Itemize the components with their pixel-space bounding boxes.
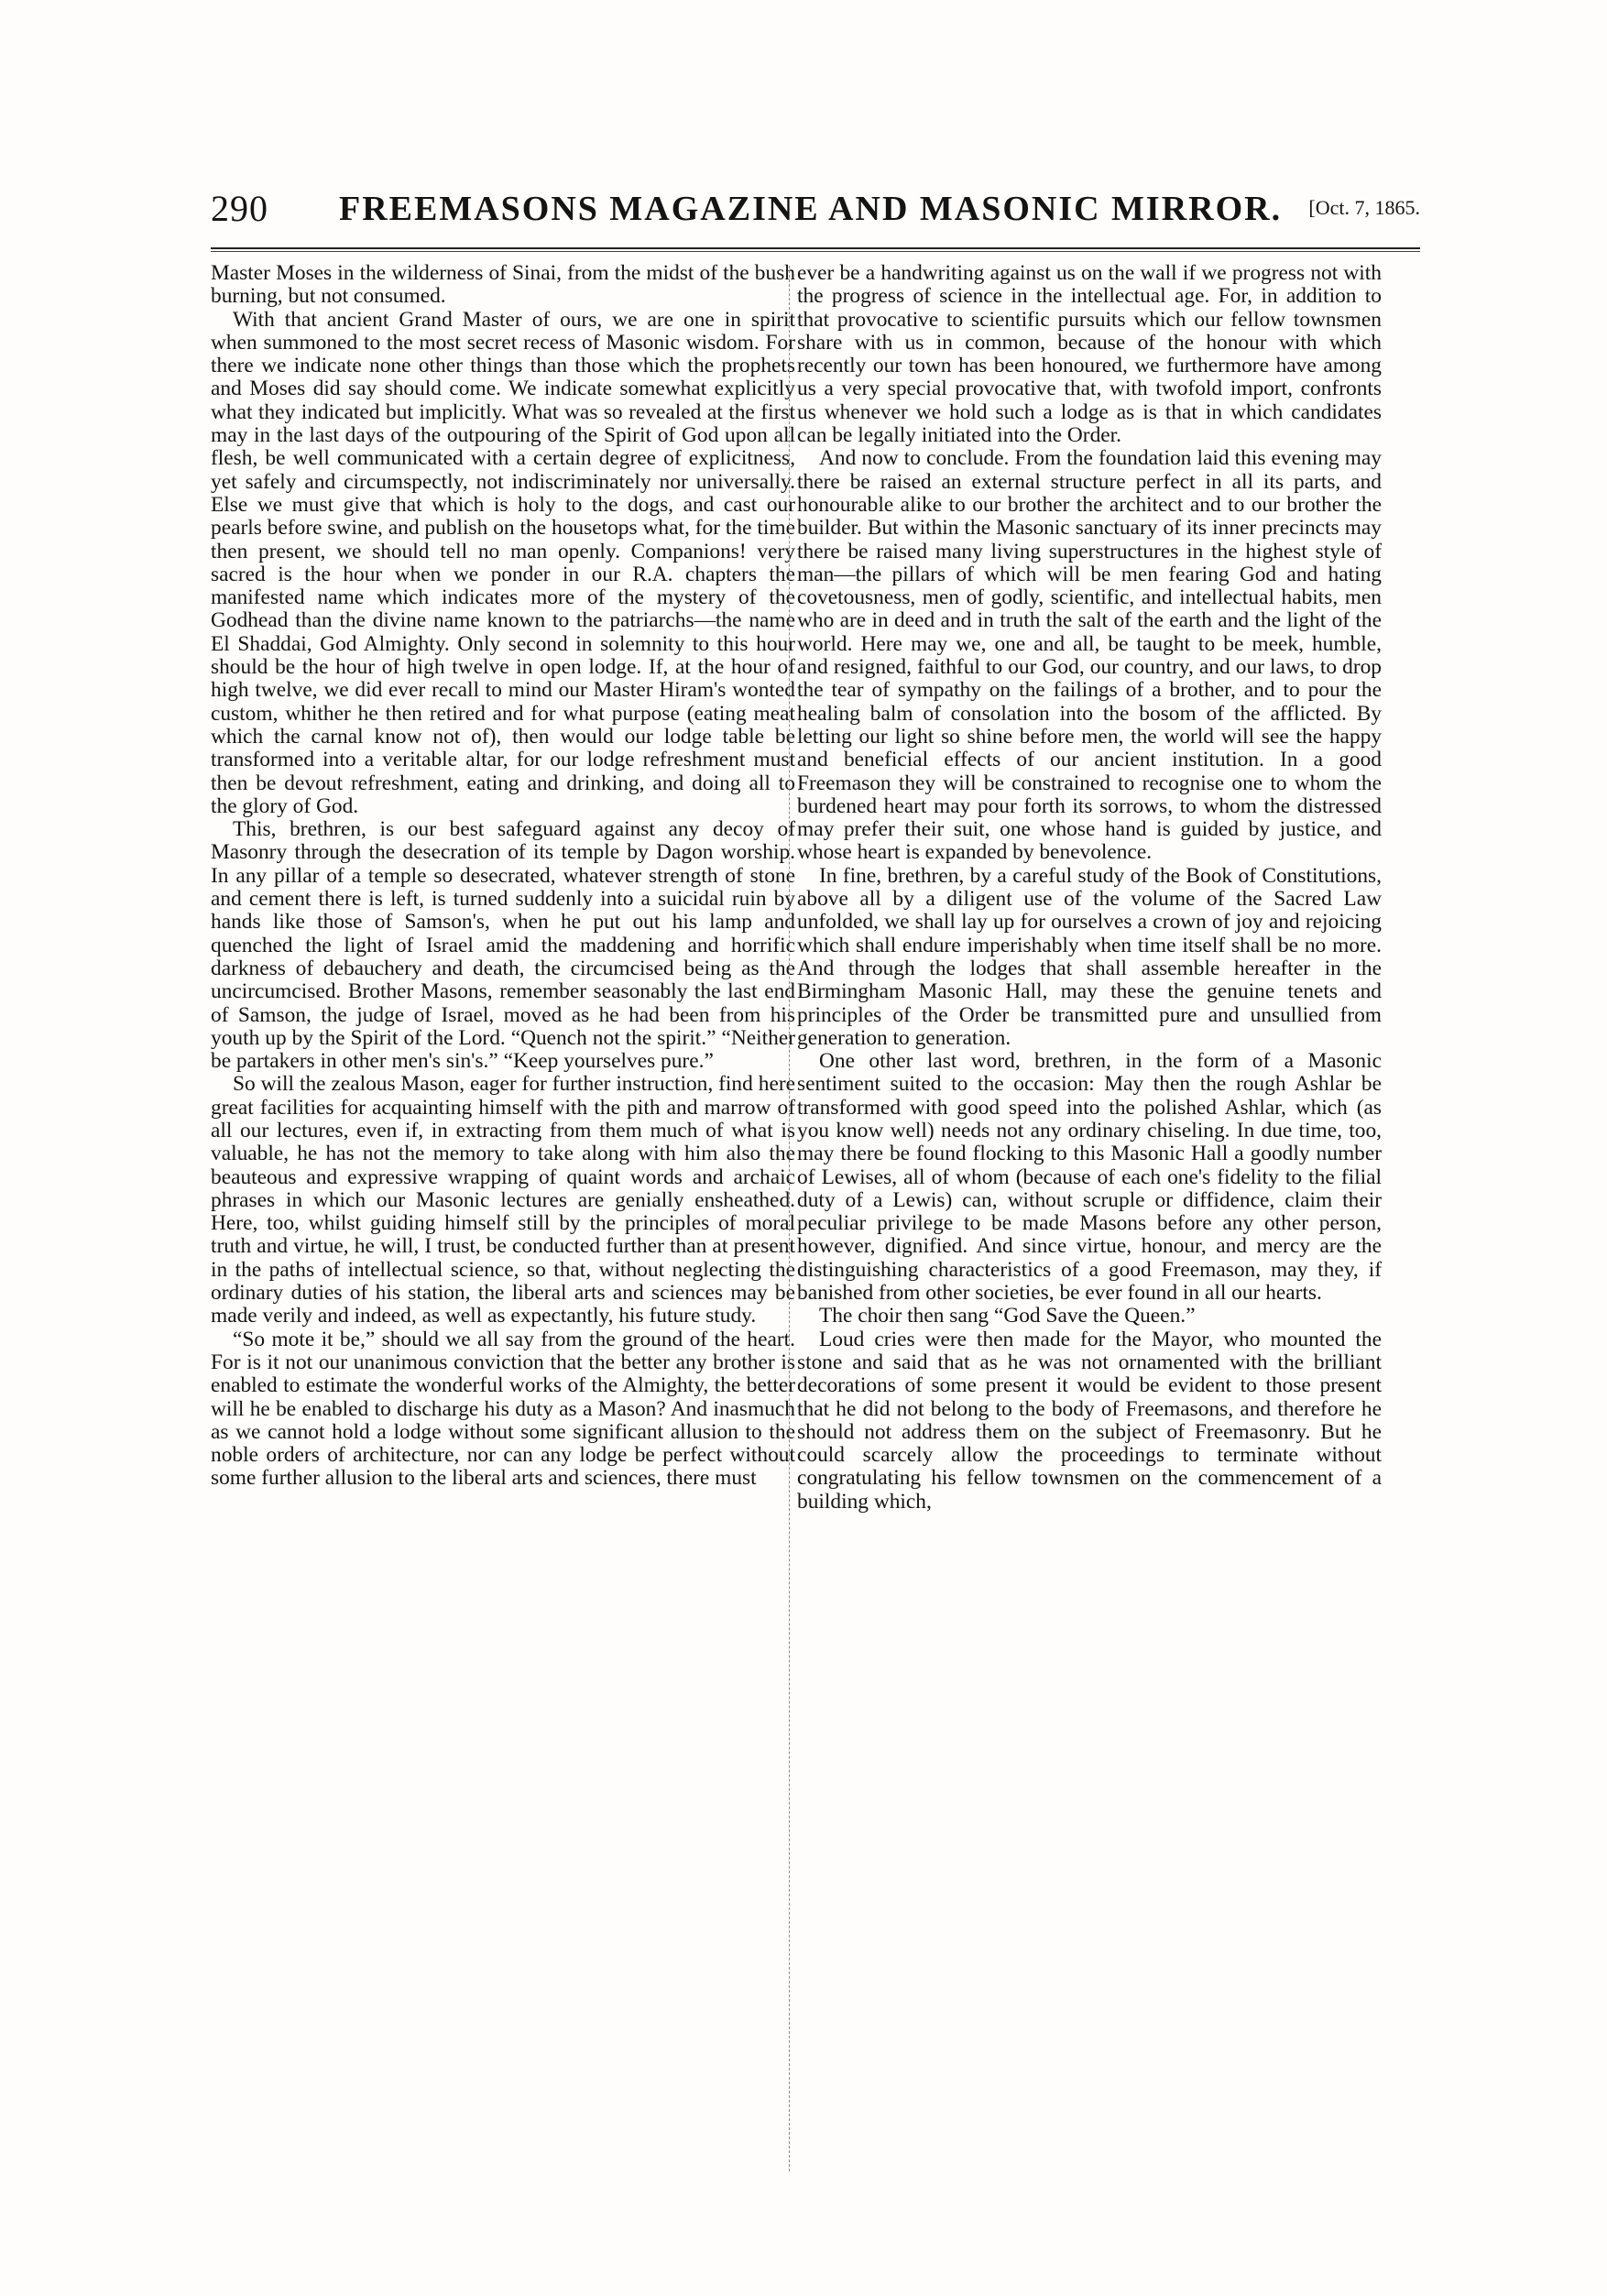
paragraph: With that ancient Grand Master of ours, we are one in spirit when summoned to the most secret recess of Masonic wisdom. For there we indicate none other things than those which the prophets and Moses did say should come. We indicate somewhat explicitly what they indicated but implicitly. What was so revealed at the first may in the last days of the outpouring of the Spirit of God upon all flesh, be well communicated with a certain degree of explicitness, yet safely and circumspectly, not indiscriminately nor universally. Else we must give that which is holy to the dogs, and cast our pearls before swine, and publish on the housetops what, for the time then present, we should tell no man openly. Companions! very sacred is the hour when we ponder in our R.A. chapters the manifested name which indicates more of the mystery of the Godhead than the divine name known to the patriarchs—the name El Shaddai, God Almighty. Only second in solemnity to this hour should be the hour of high twelve in open lodge. If, at the hour of high twelve, we did ever recall to mind our Master Hiram's wonted custom, whither he then retired and for what purpose (eating meat which the carnal know not of), then would our lodge table be transformed into a veritable altar, for our lodge refreshment must then be devout refreshment, eating and drinking, and doing all to the glory of God. [211, 307, 795, 818]
paragraph: “So mote it be,” should we all say from the ground of the heart. For is it not our unanimous conviction that the better any brother is enabled to estimate the wonderful works of the Almighty, the better will he be enabled to discharge his duty as a Mason? And inasmuch as we cannot hold a lodge without some significant allusion to the noble orders of architecture, nor can any lodge be perfect without some further allusion to the liberal arts and sciences, there must [211, 1327, 795, 1491]
paragraph: And now to conclude. From the foundation laid this evening may there be raised an external structure perfect in all its parts, and honourable alike to our brother the architect and to our brother the builder. But within the Masonic sanctuary of its inner precincts may there be raised many living superstructures in the highest style of man—the pillars of which will be men fearing God and hating covetousness, men of godly, scientific, and intellectual habits, men who are in deed and in truth the salt of the earth and the light of the world. Here may we, one and all, be taught to be meek, humble, and resigned, faithful to our God, our country, and our laws, to drop the tear of sympathy on the failings of a brother, and to pour the healing balm of consolation into the bosom of the afflicted. By letting our light so shine before men, the world will see the happy and beneficial effects of our ancient institution. In a good Freemason they will be constrained to recognise one to whom the burdened heart may pour forth its sorrows, to whom the distressed may prefer their suit, one whose hand is guided by justice, and whose heart is expanded by benevolence. [797, 446, 1382, 865]
paragraph: In fine, brethren, by a careful study of the Book of Constitutions, above all by a diligent use of the volume of the Sacred Law unfolded, we shall lay up for ourselves a crown of joy and rejoicing which shall endure imperishably when time itself shall be no more. And through the lodges that shall assemble hereafter in the Birmingham Masonic Hall, may these the genuine tenets and principles of the Order be transmitted pure and unsullied from generation to generation. [797, 863, 1382, 1050]
running-head-title: FREEMASONS MAGAZINE AND MASONIC MIRROR. [339, 190, 1283, 228]
column-divider [789, 266, 790, 2171]
page-number: 290 [211, 188, 268, 229]
left-column [211, 262, 795, 1491]
paragraph: So will the zealous Mason, eager for further instruction, find here great facilities for acquainting himself with the pith and marrow of all our lectures, even if, in extracting from them much of what is valuable, he has not the memory to take along with him also the beauteous and expressive wrapping of quaint words and archaic phrases in which our Masonic lectures are genially ensheathed. Here, too, whilst guiding himself still by the principles of moral truth and virtue, he will, I trust, be conducted further than at present in the paths of intellectual science, so that, without neglecting the ordinary duties of his station, the liberal arts and sciences may be made verily and indeed, as well as expectantly, his future study. [211, 1072, 795, 1328]
page-header [211, 183, 1420, 238]
right-column [797, 262, 1382, 1514]
paragraph: Master Moses in the wilderness of Sinai, from the midst of the bush burning, but not consumed. [211, 261, 795, 309]
paragraph: The choir then sang “God Save the Queen.” [819, 1304, 1196, 1328]
header-rule-thick [211, 247, 1420, 249]
issue-date: [Oct. 7, 1865. [1308, 196, 1420, 219]
paragraph: Loud cries were then made for the Mayor, who mounted the stone and said that as he was not ornamented with the brilliant decorations of some present it would be evident to those present that he did not belong to the body of Freemasons, and therefore he should not address them on the subject of Freemasonry. But he could scarcely allow the proceedings to terminate without congratulating his fellow townsmen on the commencement of a building which, [797, 1327, 1382, 1514]
paragraph: One other last word, brethren, in the form of a Masonic sentiment suited to the occasion: May then the rough Ashlar be transformed with good speed into the polished Ashlar, which (as you know well) needs not any ordinary chiseling. In due time, too, may there be found flocking to this Masonic Hall a goodly number of Lewises, all of whom (because of each one's fidelity to the filial duty of a Lewis) can, without scruple or diffidence, claim their peculiar privilege to be made Masons before any other person, however, dignified. And since virtue, honour, and mercy are the distinguishing characteristics of a good Freemason, may they, if banished from other societies, be ever found in all our hearts. [797, 1049, 1382, 1306]
paragraph: This, brethren, is our best safeguard against any decoy of Masonry through the desecration of its temple by Dagon worship. In any pillar of a temple so desecrated, whatever strength of stone and cement there is left, is turned suddenly into a suicidal ruin by hands like those of Samson's, when he put out his lamp and quenched the light of Israel amid the maddening and horrific darkness of debauchery and death, the circumcised being as the uncircumcised. Brother Masons, remember seasonably the last end of Samson, the judge of Israel, moved as he had been from his youth up by the Spirit of the Lord. “Quench not the spirit.” “Neither be partakers in other men's sin's.” “Keep yourselves pure.” [211, 817, 795, 1074]
header-rule-thin [211, 251, 1420, 252]
paragraph: ever be a handwriting against us on the wall if we progress not with the progress of science in the intellectual age. For, in addition to that provocative to scientific pursuits which our fellow townsmen share with us in common, because of the honour with which recently our town has been honoured, we furthermore have among us a very special provocative that, with twofold import, confronts us whenever we hold such a lodge as is that in which candidates can be legally initiated into the Order. [797, 261, 1382, 448]
